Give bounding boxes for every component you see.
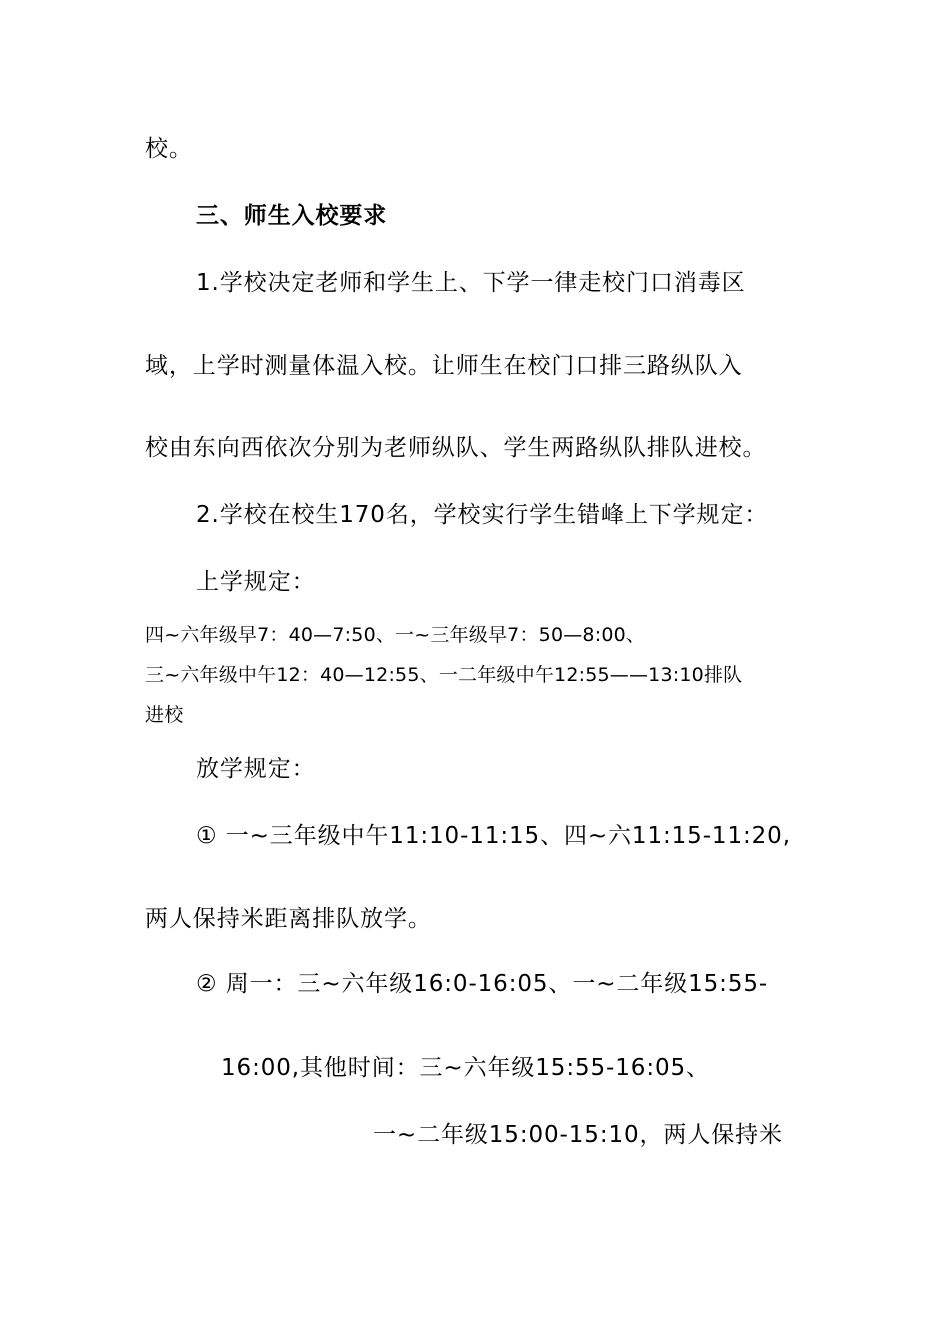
text-line-dismissal-2a: ② 周一：三~六年级16:0-16:05、一~二年级15:55- [196,971,769,997]
subheading-dismissal-rules: 放学规定： [196,756,316,782]
text-line-dismissal-2b: 16:00,其他时间：三~六年级15:55-16:05、 [221,1055,710,1081]
text-line-rule-1b: 域，上学时测量体温入校。让师生在校门口排三路纵队入 [145,353,743,379]
text-line-enter-school: 进校 [145,704,184,726]
text-line-rule-2: 2.学校在校生170名，学校实行学生错峰上下学规定： [196,502,769,528]
text-line-school-end: 校。 [145,136,193,162]
text-line-rule-1c: 校由东向西依次分别为老师纵队、学生两路纵队排队进校。 [145,435,767,461]
text-line-dismissal-1a: ① 一~三年级中午11:10-11:15、四~六11:15-11:20, [196,823,791,849]
text-line-morning-schedule: 四~六年级早7：40—7:50、一~三年级早7：50—8:00、 [145,624,646,646]
section-heading-entry-requirements: 三、师生入校要求 [196,203,388,229]
text-line-noon-schedule: 三~六年级中午12：40—12:55、一二年级中午12:55——13:10排队 [145,664,743,686]
text-line-rule-1a: 1.学校决定老师和学生上、下学一律走校门口消毒区 [196,270,746,296]
text-line-dismissal-2c: 一~二年级15:00-15:10，两人保持米 [373,1122,783,1148]
text-line-dismissal-1b: 两人保持米距离排队放学。 [145,906,432,932]
subheading-arrival-rules: 上学规定： [196,569,316,595]
